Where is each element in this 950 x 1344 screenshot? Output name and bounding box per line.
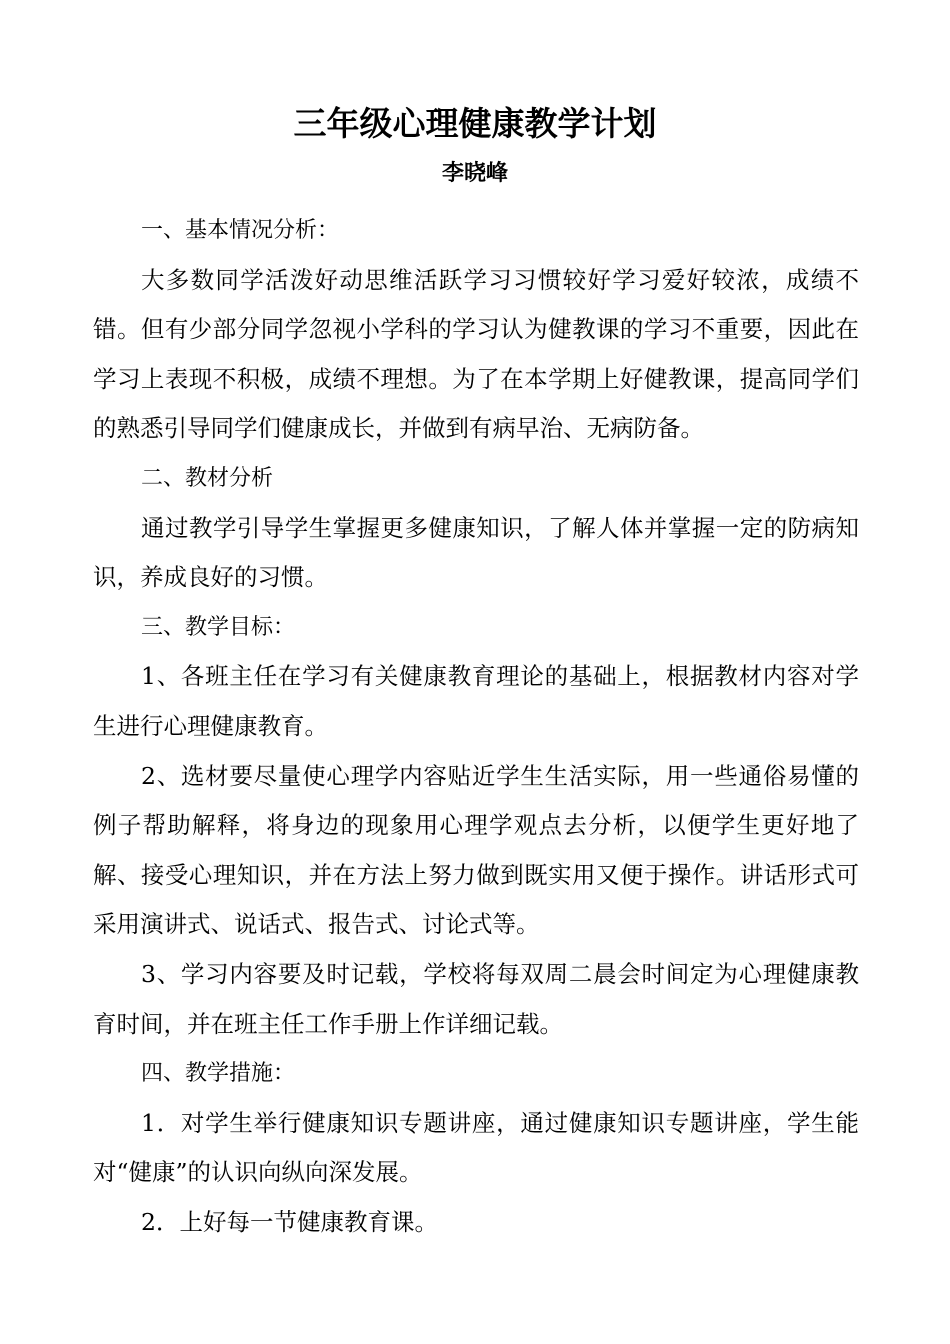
section-paragraph: 2、选材要尽量使心理学内容贴近学生生活实际，用一些通俗易懂的例子帮助解释，将身边的现象用心理学观点去分析，以便学生更好地了解、接受心理知识，并在方法上努力做到既实用又便于操作。讲话形式可采用演讲式、说话式、报告式、讨论式等。 <box>93 761 859 939</box>
document-title: 三年级心理健康教学计划 <box>293 104 657 143</box>
section-paragraph: 3、学习内容要及时记载，学校将每双周二晨会时间定为心理健康教育时间，并在班主任工作手册上作详细记载。 <box>93 959 859 1038</box>
section-heading-materials: 二、教材分析 <box>141 465 274 491</box>
section-paragraph: 通过教学引导学生掌握更多健康知识，了解人体并掌握一定的防病知识，养成良好的习惯。 <box>93 513 859 592</box>
document-body <box>93 206 859 1247</box>
section-paragraph: 1、各班主任在学习有关健康教育理论的基础上，根据教材内容对学生进行心理健康教育。 <box>93 662 859 740</box>
document-author: 李晓峰 <box>441 161 508 186</box>
section-heading-analysis: 一、基本情况分析： <box>141 218 340 243</box>
section-paragraph: 1．对学生举行健康知识专题讲座，通过健康知识专题讲座，学生能对“健康”的认识向纵向深发展。 <box>93 1108 859 1187</box>
section-heading-goals: 三、教学目标： <box>141 614 296 640</box>
section-heading-measures: 四、教学措施： <box>141 1061 296 1087</box>
section-paragraph: 2．上好每一节健康教育课。 <box>141 1207 438 1236</box>
section-paragraph: 大多数同学活泼好动思维活跃学习习惯较好学习爱好较浓，成绩不错。但有少部分同学忽视小学科的学习认为健教课的学习不重要，因此在学习上表现不积极，成绩不理想。为了在本学期上好健教课，提高同学们的熟悉引导同学们健康成长，并做到有病早治、无病防备。 <box>93 265 859 443</box>
